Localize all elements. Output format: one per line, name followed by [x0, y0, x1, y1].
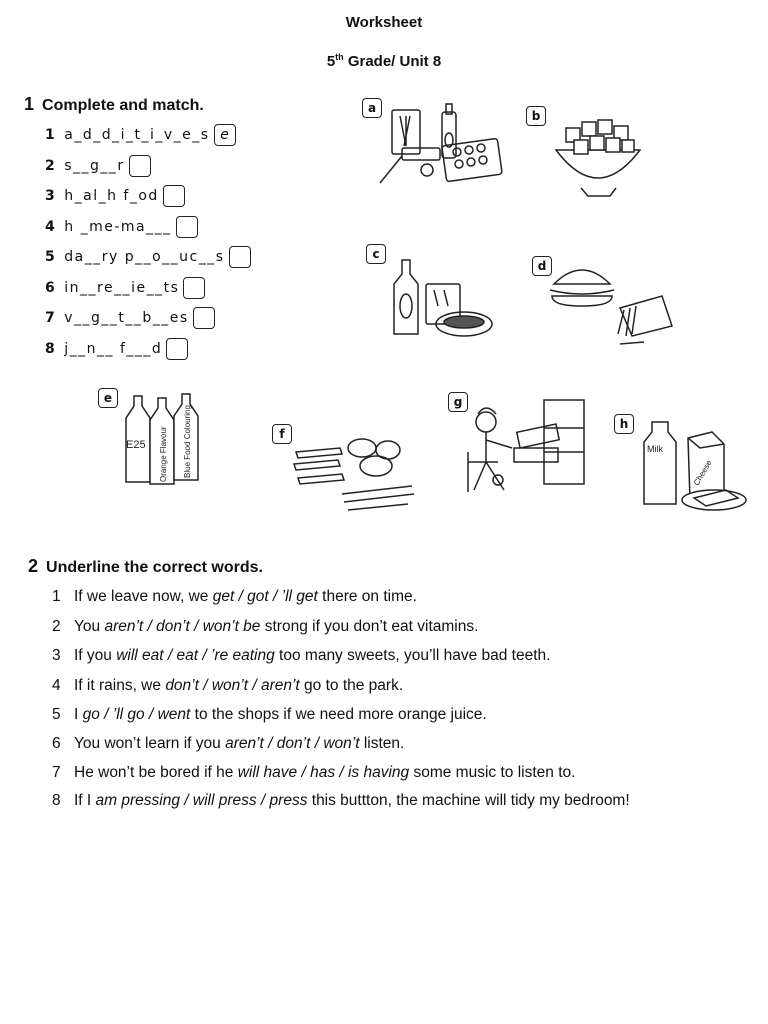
answer-options[interactable]: am pressing / will press / press: [95, 792, 308, 809]
picture-b: [526, 106, 656, 201]
kitchen-ingredients-icon: [362, 98, 512, 198]
list-item: 3 h_al_h f_od: [45, 185, 185, 207]
oil-bottle-food-icon: [366, 244, 506, 344]
answer-options[interactable]: don’t / won’t / aren’t: [165, 677, 300, 694]
list-item: 6 You won’t learn if you aren’t / don’t / won’t listen.: [52, 735, 405, 752]
picture-label: a: [362, 98, 382, 118]
answer-options[interactable]: aren’t / don’t / won’t be: [104, 618, 261, 635]
answer-options[interactable]: will have / has / is having: [237, 764, 410, 781]
list-item: 7 He won’t be bored if he will have / has / is having some music to listen to.: [52, 764, 576, 781]
sugar-cubes-bowl-icon: [526, 106, 656, 201]
picture-label: h: [614, 414, 634, 434]
list-item: 4 If it rains, we don’t / won’t / aren’t go to the park.: [52, 677, 404, 694]
list-item: 2 s__g__r: [45, 155, 151, 177]
list-item: 5 da__ry p__o__uc__s: [45, 246, 251, 268]
burger-fries-icon: [532, 256, 682, 356]
list-item: 1 a_d_d_i_t_i_v_e_s e: [45, 124, 236, 146]
answer-box[interactable]: [166, 338, 188, 360]
picture-e: [98, 388, 218, 488]
picture-label: e: [98, 388, 118, 408]
answer-box[interactable]: [229, 246, 251, 268]
picture-h: [614, 414, 754, 514]
answer-box[interactable]: [193, 307, 215, 329]
answer-box[interactable]: [129, 155, 151, 177]
list-item: 6 in__re__ie__ts: [45, 277, 205, 299]
picture-c: [366, 244, 506, 344]
worksheet-title: Worksheet: [345, 14, 423, 31]
answer-options[interactable]: will eat / eat / ’re eating: [116, 647, 275, 664]
picture-label: f: [272, 424, 292, 444]
picture-d: [532, 256, 682, 356]
answer-box[interactable]: [183, 277, 205, 299]
section2-heading: 2 Underline the correct words.: [28, 556, 263, 576]
list-item: 5 I go / ’ll go / went to the shops if we need more orange juice.: [52, 706, 487, 723]
cheese-label: Cheese: [691, 458, 714, 487]
section1-heading: 1 Complete and match.: [24, 94, 204, 114]
list-item: 3 If you will eat / eat / ’re eating too many sweets, you’ll have bad teeth.: [52, 647, 551, 664]
picture-label: b: [526, 106, 546, 126]
vegetables-icon: [272, 424, 422, 518]
dairy-products-icon: [614, 414, 754, 514]
bottle-label-orange: Orange Flavour: [159, 426, 168, 482]
answer-box[interactable]: [176, 216, 198, 238]
answer-box[interactable]: [163, 185, 185, 207]
answer-box[interactable]: e: [214, 124, 236, 146]
answer-options[interactable]: get / got / ’ll get: [212, 588, 318, 605]
milk-label: Milk: [647, 444, 663, 454]
bottle-label-e25: E25: [126, 439, 146, 451]
list-item: 4 h _me-ma___: [45, 216, 198, 238]
picture-g: [448, 392, 588, 496]
picture-f: [272, 424, 422, 518]
bottle-label-blue: Blue Food Colouring: [183, 405, 192, 478]
picture-label: d: [532, 256, 552, 276]
picture-label: g: [448, 392, 468, 412]
answer-options[interactable]: aren’t / don’t / won’t: [225, 735, 360, 752]
list-item: 7 v__g__t__b__es: [45, 307, 215, 329]
picture-a: [362, 98, 512, 198]
list-item: 8 If I am pressing / will press / press this buttton, the machine will tidy my bedroom!: [52, 792, 630, 809]
list-item: 8 j__n__ f___d: [45, 338, 188, 360]
grade-unit-subtitle: 5th Grade/ Unit 8: [326, 52, 442, 70]
additive-bottles-icon: [98, 388, 218, 488]
list-item: 2 You aren’t / don’t / won’t be strong if you don’t eat vitamins.: [52, 618, 479, 635]
list-item: 1 If we leave now, we get / got / ’ll get there on time.: [52, 588, 417, 605]
girl-cooking-icon: [448, 392, 588, 496]
answer-options[interactable]: go / ’ll go / went: [82, 706, 191, 723]
picture-label: c: [366, 244, 386, 264]
